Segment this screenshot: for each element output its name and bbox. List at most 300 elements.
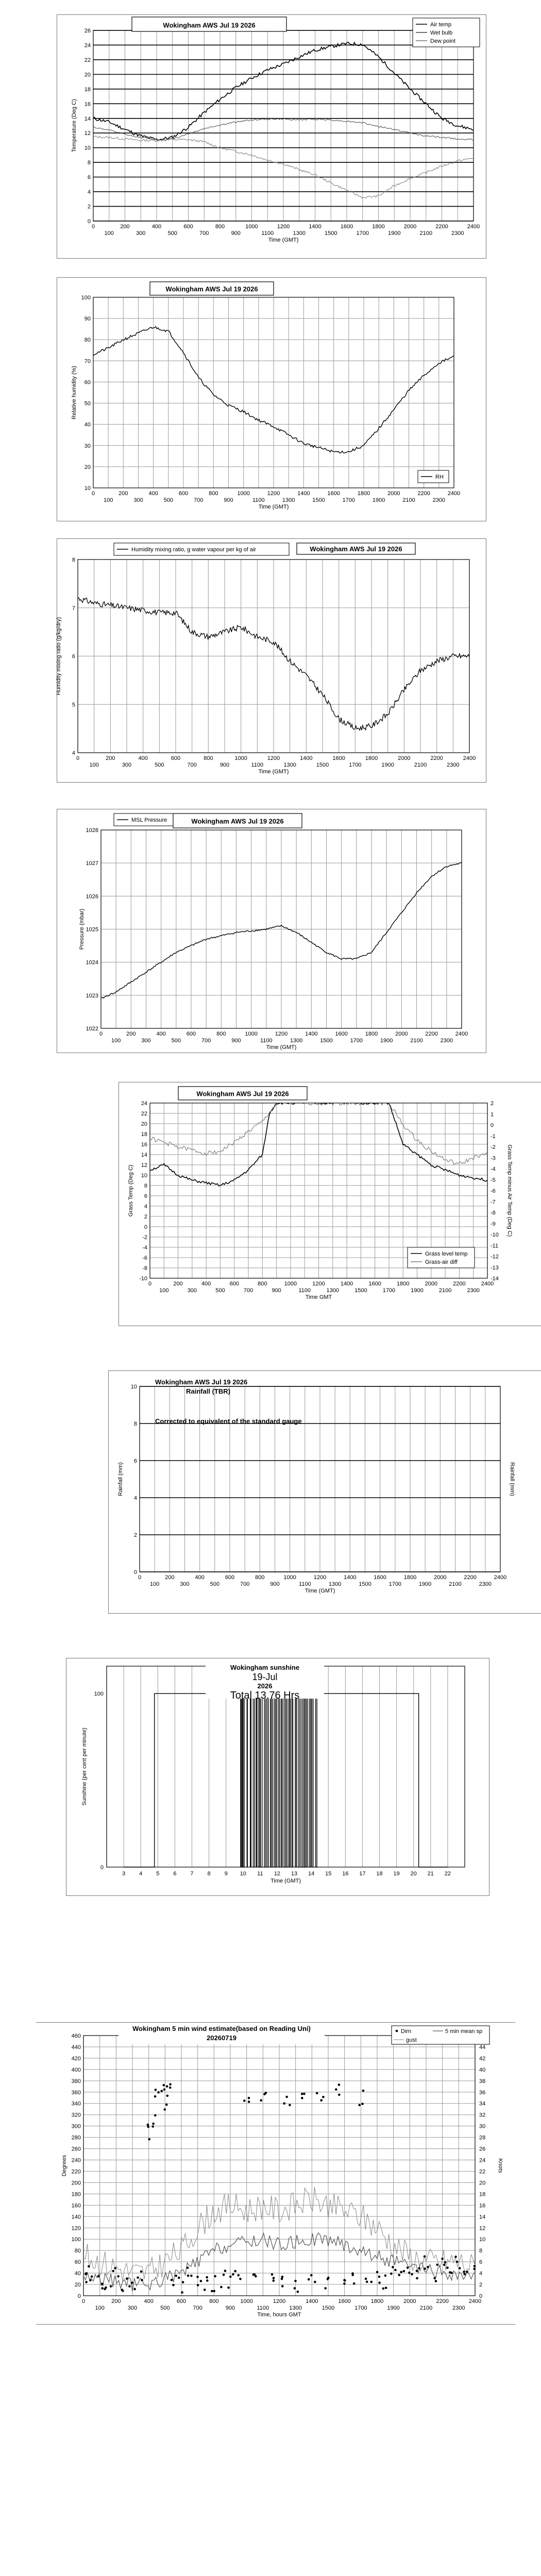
direction-point xyxy=(243,2099,246,2102)
direction-point xyxy=(303,2093,306,2095)
direction-point xyxy=(165,2104,168,2106)
legend-label: Dirn xyxy=(401,2028,412,2035)
y-tick-label: 260 xyxy=(71,2146,81,2153)
x-tick-label: 400 xyxy=(151,224,162,230)
direction-point xyxy=(338,2083,341,2086)
y-axis-label: Humidity mixing ratio (g/kg/dry) xyxy=(56,617,62,696)
direction-point xyxy=(211,2290,213,2293)
direction-point xyxy=(294,2287,296,2290)
x-tick-label: 800 xyxy=(204,755,213,761)
direction-point xyxy=(166,2085,168,2088)
x-tick-label: 2400 xyxy=(481,1281,494,1287)
y-tick-label: 440 xyxy=(71,2044,81,2050)
x-tick-label: 300 xyxy=(127,2305,138,2311)
x-tick-label: 300 xyxy=(141,1038,151,1044)
x-tick-label: 2400 xyxy=(468,2298,482,2304)
x-axis-label: Time (GMT) xyxy=(258,504,289,510)
direction-point xyxy=(403,2270,405,2273)
chart-title: Wokingham AWS Jul 19 2026 xyxy=(165,285,258,293)
x-tick-label: 700 xyxy=(201,1038,211,1044)
direction-point xyxy=(436,2264,439,2266)
y-right-tick-label: 12 xyxy=(479,2225,486,2232)
direction-point xyxy=(344,2279,346,2282)
x-tick-label: 2300 xyxy=(479,1581,492,1587)
y-tick-label: 2 xyxy=(87,204,91,210)
direction-point xyxy=(446,2266,449,2269)
x-tick-label: 10 xyxy=(240,1871,246,1877)
y-tick-label: 0 xyxy=(144,1224,147,1230)
x-tick-label: 2100 xyxy=(402,497,415,503)
direction-point xyxy=(126,2277,128,2280)
y-right-axis-label: Rainfall (mm) xyxy=(509,1462,515,1496)
direction-point xyxy=(163,2084,165,2087)
x-tick-label: 2400 xyxy=(447,490,461,497)
direction-point xyxy=(424,2256,426,2258)
x-tick-label: 900 xyxy=(231,1038,241,1044)
x-tick-label: 1000 xyxy=(245,1031,258,1037)
chart-year: 2026 xyxy=(257,1682,273,1690)
x-tick-label: 0 xyxy=(81,2298,86,2304)
y-tick-label: 50 xyxy=(84,400,91,407)
x-tick-label: 5 xyxy=(156,1871,160,1877)
y-tick-label: 8 xyxy=(72,557,75,563)
x-tick-label: 2000 xyxy=(425,1281,438,1287)
x-tick-label: 2200 xyxy=(453,1281,466,1287)
y-right-tick-label: -14 xyxy=(491,1276,499,1282)
direction-point xyxy=(281,2285,284,2287)
x-tick-label: 1500 xyxy=(325,230,337,236)
y-tick-label: 1025 xyxy=(86,926,98,933)
y-right-tick-label: 44 xyxy=(479,2044,486,2050)
direction-point xyxy=(89,2279,92,2282)
direction-point xyxy=(463,2273,466,2276)
direction-point xyxy=(416,2270,418,2273)
y-tick-label: 180 xyxy=(71,2191,81,2198)
direction-point xyxy=(157,2091,160,2094)
x-tick-label: 1500 xyxy=(320,1038,333,1044)
x-tick-label: 21 xyxy=(427,1871,434,1877)
y-tick-label: 10 xyxy=(84,485,91,492)
x-tick-label: 1600 xyxy=(338,2298,351,2304)
y-tick-label: 12 xyxy=(141,1162,147,1168)
x-tick-label: 1300 xyxy=(283,762,296,768)
direction-point xyxy=(227,2286,230,2289)
direction-point xyxy=(285,2096,288,2098)
y-right-tick-label: 1 xyxy=(491,1111,494,1118)
x-tick-label: 800 xyxy=(216,1031,226,1037)
x-tick-label: 1000 xyxy=(237,490,250,497)
direction-point xyxy=(297,2291,299,2293)
x-tick-label: 1800 xyxy=(397,1281,410,1287)
direction-point xyxy=(196,2276,199,2278)
y-tick-label: 60 xyxy=(74,2259,81,2266)
y-tick-label: 6 xyxy=(87,174,91,181)
x-tick-label: 1200 xyxy=(277,224,290,230)
x-tick-label: 1000 xyxy=(234,755,247,761)
legend-label: MSL Pressure xyxy=(131,817,167,823)
x-tick-label: 1300 xyxy=(282,497,295,503)
direction-point xyxy=(154,2095,157,2098)
y-tick-label: 7 xyxy=(72,605,75,612)
y-tick-label: 1023 xyxy=(86,992,98,999)
x-tick-label: 900 xyxy=(224,497,233,503)
y-tick-label: 20 xyxy=(141,1121,147,1127)
x-tick-label: 2200 xyxy=(430,755,443,761)
x-tick-label: 900 xyxy=(272,1287,281,1294)
direction-point xyxy=(416,2277,418,2280)
x-tick-label: 1200 xyxy=(267,755,280,761)
y-tick-label: 100 xyxy=(81,295,91,301)
direction-point xyxy=(338,2094,341,2096)
y-tick-label: 100 xyxy=(71,2236,81,2243)
y-tick-label: 200 xyxy=(71,2180,81,2187)
x-tick-label: 2100 xyxy=(419,2305,433,2311)
y-tick-label: 1026 xyxy=(86,893,98,900)
pressure-chart-panel xyxy=(57,809,486,1053)
wind-chart-panel xyxy=(36,2022,515,2325)
y-right-tick-label: 42 xyxy=(479,2055,486,2062)
x-tick-label: 400 xyxy=(195,1574,205,1581)
x-tick-label: 400 xyxy=(144,2298,154,2304)
y-right-tick-label: 36 xyxy=(479,2089,486,2096)
x-tick-label: 1000 xyxy=(283,1574,296,1581)
y-tick-label: 16 xyxy=(84,101,91,108)
x-axis-label: Time, hours GMT xyxy=(257,2312,301,2318)
y-tick-label: 360 xyxy=(71,2089,81,2096)
x-tick-label: 2200 xyxy=(425,1031,438,1037)
x-tick-label: 13 xyxy=(291,1871,298,1877)
y-tick-label: 6 xyxy=(144,1193,147,1199)
direction-point xyxy=(459,2267,461,2269)
direction-point xyxy=(370,2281,373,2283)
direction-point xyxy=(148,2138,150,2141)
y-right-tick-label: 18 xyxy=(479,2191,486,2198)
chart-date: 20260719 xyxy=(207,2034,236,2042)
y-tick-label: 6 xyxy=(133,1458,137,1464)
y-tick-label: -4 xyxy=(142,1245,147,1251)
direction-point xyxy=(289,2104,291,2107)
y-tick-label: 380 xyxy=(71,2078,81,2084)
y-tick-label: -8 xyxy=(142,1265,147,1272)
humidity-chart-panel xyxy=(57,277,486,521)
direction-point xyxy=(474,2265,476,2267)
x-tick-label: 1200 xyxy=(273,2298,286,2304)
y-tick-label: 100 xyxy=(94,1691,104,1698)
x-tick-label: 20 xyxy=(410,1871,417,1877)
x-tick-label: 1000 xyxy=(284,1281,297,1287)
y-axis-label: Rainfall (mm) xyxy=(117,1462,124,1496)
direction-point xyxy=(435,2280,437,2282)
y-right-tick-label: 26 xyxy=(479,2146,486,2153)
x-tick-label: 1900 xyxy=(418,1581,432,1587)
direction-point xyxy=(163,2089,166,2091)
y-tick-label: 340 xyxy=(71,2100,81,2107)
direction-point xyxy=(232,2273,234,2276)
x-tick-label: 600 xyxy=(225,1574,235,1581)
x-tick-label: 800 xyxy=(255,1574,265,1581)
y-right-tick-label: -9 xyxy=(491,1221,496,1227)
x-tick-label: 600 xyxy=(178,490,189,497)
y-right-tick-label: -7 xyxy=(491,1199,496,1206)
x-tick-label: 1600 xyxy=(374,1574,386,1581)
y-right-tick-label: 14 xyxy=(479,2214,486,2221)
x-tick-label: 1100 xyxy=(257,2305,269,2311)
y-tick-label: 240 xyxy=(71,2157,81,2164)
legend xyxy=(392,2026,489,2044)
x-tick-label: 900 xyxy=(270,1581,280,1587)
chart-subtitle: Rainfall (TBR) xyxy=(186,1387,230,1395)
x-tick-label: 1100 xyxy=(260,1038,273,1044)
direction-point xyxy=(366,2281,368,2283)
direction-point xyxy=(271,2273,274,2276)
x-tick-label: 0 xyxy=(138,1574,142,1581)
rainfall-chart xyxy=(109,1371,531,1613)
x-tick-label: 600 xyxy=(176,2298,187,2304)
legend-label: Grass-air diff xyxy=(425,1259,458,1265)
y-axis-label: Pressure (mbar) xyxy=(79,908,85,950)
direction-point xyxy=(398,2274,400,2277)
y-tick-label: 460 xyxy=(71,2033,81,2039)
x-tick-label: 800 xyxy=(209,2298,219,2304)
direction-point xyxy=(335,2088,337,2091)
direction-point xyxy=(152,2123,155,2125)
mixing-ratio-chart-panel xyxy=(57,538,486,783)
direction-point xyxy=(147,2124,149,2126)
direction-point xyxy=(178,2277,180,2279)
legend-label: RH xyxy=(435,474,444,480)
y-tick-label: 14 xyxy=(84,115,91,122)
x-tick-label: 1600 xyxy=(327,490,340,497)
x-tick-label: 500 xyxy=(160,2305,170,2311)
y-tick-label: 80 xyxy=(84,337,91,344)
direction-point xyxy=(351,2273,354,2275)
y-tick-label: 20 xyxy=(74,2282,81,2289)
direction-point xyxy=(310,2274,313,2277)
direction-point xyxy=(473,2268,476,2270)
y-tick-label: 16 xyxy=(141,1142,147,1148)
x-tick-label: 2400 xyxy=(494,1574,507,1581)
x-tick-label: 600 xyxy=(229,1281,239,1287)
x-tick-label: 200 xyxy=(173,1281,183,1287)
y-tick-label: 30 xyxy=(84,443,91,449)
direction-point xyxy=(169,2087,172,2089)
x-tick-label: 500 xyxy=(167,230,177,236)
direction-point xyxy=(390,2273,393,2275)
x-tick-label: 2100 xyxy=(410,1038,423,1044)
direction-point xyxy=(190,2275,193,2277)
direction-point xyxy=(433,2277,436,2280)
y-tick-label: 80 xyxy=(74,2248,81,2255)
direction-point xyxy=(181,2291,183,2294)
direction-point xyxy=(308,2278,310,2281)
direction-point xyxy=(220,2286,223,2289)
direction-point xyxy=(155,2089,157,2091)
x-tick-label: 600 xyxy=(183,224,193,230)
y-right-tick-label: -12 xyxy=(491,1253,499,1260)
x-tick-label: 1900 xyxy=(388,230,401,236)
direction-point xyxy=(320,2099,323,2102)
x-tick-label: 100 xyxy=(103,497,113,503)
direction-point xyxy=(206,2276,208,2279)
grass-temperature-chart xyxy=(119,1082,541,1326)
direction-point xyxy=(265,2092,267,2094)
chart-subtitle: 19-Jul xyxy=(252,1672,278,1682)
direction-point xyxy=(456,2261,459,2263)
direction-point xyxy=(407,2266,409,2269)
direction-point xyxy=(197,2284,199,2286)
y-axis-label: Temperature (Deg C) xyxy=(71,99,77,152)
chart-title: Wokingham AWS Jul 19 2026 xyxy=(163,21,256,29)
y-tick-label: 0 xyxy=(100,1865,104,1871)
x-tick-label: 2000 xyxy=(403,224,417,230)
y-axis-label: Relative humidity (%) xyxy=(71,366,77,419)
direction-point xyxy=(361,2103,364,2105)
y-tick-label: 0 xyxy=(87,218,91,225)
direction-point xyxy=(365,2278,367,2280)
y-tick-label: 60 xyxy=(84,379,91,386)
x-tick-label: 700 xyxy=(240,1581,250,1587)
direction-point xyxy=(204,2289,206,2291)
legend-swatch xyxy=(396,2030,398,2032)
direction-point xyxy=(253,2274,256,2276)
direction-point xyxy=(443,2264,446,2266)
x-tick-label: 1900 xyxy=(387,2305,400,2311)
direction-point xyxy=(441,2258,444,2260)
x-tick-label: 1100 xyxy=(299,1581,311,1587)
x-tick-label: 100 xyxy=(95,2305,105,2311)
x-tick-label: 700 xyxy=(193,2305,202,2311)
x-tick-label: 1300 xyxy=(289,2305,302,2311)
y-right-tick-label: -3 xyxy=(491,1155,496,1162)
x-tick-label: 2000 xyxy=(434,1574,447,1581)
x-tick-label: 14 xyxy=(308,1871,315,1877)
direction-point xyxy=(418,2267,420,2269)
x-tick-label: 2400 xyxy=(463,755,476,761)
y-tick-label: 4 xyxy=(72,750,75,756)
chart-title: Wokingham AWS Jul 19 2026 xyxy=(196,1090,289,1098)
direction-point xyxy=(97,2275,100,2278)
x-tick-label: 1500 xyxy=(354,1287,367,1294)
direction-point xyxy=(281,2278,283,2280)
y-right-tick-label: -8 xyxy=(491,1210,496,1216)
x-tick-label: 1000 xyxy=(245,224,258,230)
x-tick-label: 100 xyxy=(89,762,99,768)
y-tick-label: 90 xyxy=(84,316,91,323)
x-tick-label: 9 xyxy=(224,1871,228,1877)
x-tick-label: 1400 xyxy=(305,1031,318,1037)
x-tick-label: 500 xyxy=(215,1287,225,1294)
direction-point xyxy=(140,2270,143,2273)
x-tick-label: 1900 xyxy=(381,762,394,768)
y-right-tick-label: 0 xyxy=(491,1122,494,1129)
x-tick-label: 1800 xyxy=(372,224,385,230)
y-tick-label: 24 xyxy=(141,1100,147,1107)
direction-point xyxy=(450,2272,453,2274)
x-tick-label: 3 xyxy=(122,1871,126,1877)
y-tick-label: 10 xyxy=(130,1384,137,1390)
x-tick-label: 300 xyxy=(180,1581,190,1587)
y-tick-label: 1024 xyxy=(86,959,98,966)
y-axis-label: Grass Temp (Deg C) xyxy=(128,1164,134,1217)
x-tick-label: 2300 xyxy=(467,1287,480,1294)
x-tick-label: 19 xyxy=(393,1871,400,1877)
x-axis-label: Time (GMT) xyxy=(258,769,289,775)
x-tick-label: 2000 xyxy=(387,490,400,497)
x-tick-label: 2300 xyxy=(451,230,464,236)
x-tick-label: 800 xyxy=(258,1281,267,1287)
x-tick-label: 1900 xyxy=(411,1287,424,1294)
y-tick-label: 320 xyxy=(71,2112,81,2119)
legend-label: Humidity mixing ratio, g water vapour per kg of air xyxy=(131,547,257,553)
y-tick-label: 18 xyxy=(84,86,91,93)
x-tick-label: 1200 xyxy=(312,1281,325,1287)
x-axis-label: Time GMT xyxy=(305,1294,332,1300)
x-tick-label: 1600 xyxy=(335,1031,348,1037)
grass-temperature-chart-panel xyxy=(119,1082,541,1326)
y-tick-label: 8 xyxy=(87,160,91,166)
y-tick-label: 20 xyxy=(84,464,91,470)
y-tick-label: 160 xyxy=(71,2202,81,2209)
y-tick-label: -2 xyxy=(142,1234,147,1241)
y-right-tick-label: 32 xyxy=(479,2112,486,2119)
direction-point xyxy=(166,2095,169,2097)
y-right-tick-label: 0 xyxy=(479,2293,483,2299)
series-line-sunshine xyxy=(124,1693,448,1867)
x-tick-label: 2300 xyxy=(432,497,446,503)
x-tick-label: 2400 xyxy=(455,1031,468,1037)
x-tick-label: 2200 xyxy=(417,490,430,497)
sunshine-chart-panel xyxy=(66,1658,489,1896)
x-tick-label: 1600 xyxy=(332,755,345,761)
y-axis-label: Sunshine (per cent per minute) xyxy=(81,1727,88,1806)
x-tick-label: 1500 xyxy=(359,1581,371,1587)
x-tick-label: 1100 xyxy=(251,762,264,768)
direction-point xyxy=(229,2276,232,2278)
y-tick-label: -6 xyxy=(142,1255,147,1261)
y-right-tick-label: 40 xyxy=(479,2066,486,2073)
x-tick-label: 1300 xyxy=(326,1287,340,1294)
x-tick-label: 17 xyxy=(359,1871,366,1877)
y-tick-label: 2 xyxy=(133,1532,137,1538)
x-tick-label: 1400 xyxy=(344,1574,357,1581)
y-right-tick-label: -6 xyxy=(491,1188,496,1194)
direction-point xyxy=(384,2275,387,2277)
y-right-tick-label: 8 xyxy=(479,2248,483,2255)
direction-point xyxy=(223,2274,225,2276)
x-tick-label: 2100 xyxy=(419,230,432,236)
x-tick-label: 1700 xyxy=(356,230,369,236)
direction-point xyxy=(248,2097,250,2099)
x-tick-label: 12 xyxy=(274,1871,281,1877)
legend-label: Air temp xyxy=(430,22,451,28)
x-tick-label: 900 xyxy=(231,230,241,236)
x-tick-label: 100 xyxy=(104,230,114,236)
y-right-tick-label: 38 xyxy=(479,2078,486,2084)
y-tick-label: 22 xyxy=(84,57,91,63)
direction-point xyxy=(206,2279,209,2282)
x-tick-label: 500 xyxy=(163,497,174,503)
y-tick-label: 140 xyxy=(71,2214,81,2221)
x-tick-label: 2000 xyxy=(403,2298,416,2304)
direction-point xyxy=(224,2269,227,2272)
x-tick-label: 1800 xyxy=(403,1574,417,1581)
direction-point xyxy=(283,2103,285,2105)
direction-point xyxy=(343,2282,346,2285)
direction-point xyxy=(133,2288,136,2291)
direction-point xyxy=(394,2269,397,2272)
direction-point xyxy=(466,2270,468,2273)
rainfall-chart-panel xyxy=(108,1370,541,1614)
